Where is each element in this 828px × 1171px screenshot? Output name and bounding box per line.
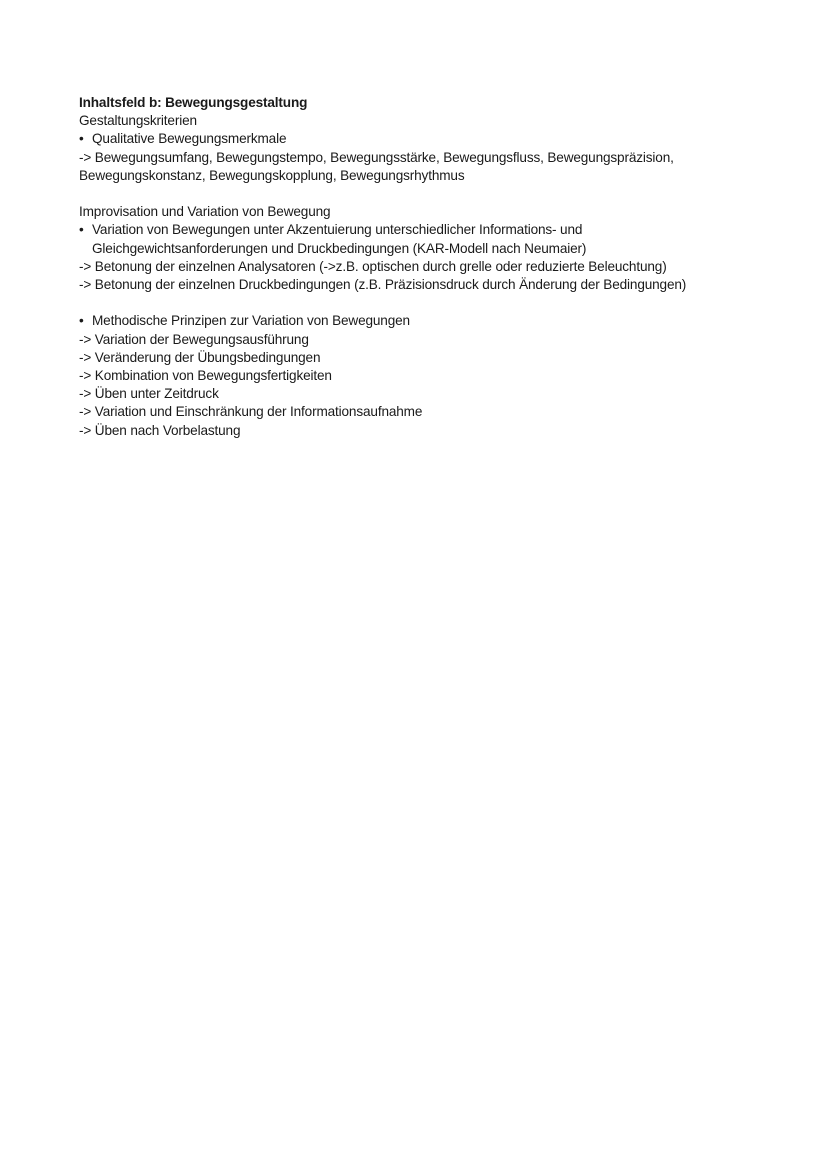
bullet-text: Qualitative Bewegungsmerkmale xyxy=(92,131,287,147)
bullet-icon: • xyxy=(79,131,84,147)
arrow-line: -> Bewegungsumfang, Bewegungstempo, Bewegungsstärke, Bewegungsfluss, Bewegungspräzision, xyxy=(79,149,674,165)
bullet-text: Variation von Bewegungen unter Akzentuierung unterschiedlicher Informations- und xyxy=(92,222,583,238)
bullet-item xyxy=(79,221,779,239)
arrow-line: -> Variation und Einschränkung der Informationsaufnahme xyxy=(79,404,423,420)
arrow-line-continuation: Bewegungskonstanz, Bewegungskopplung, Bewegungsrhythmus xyxy=(79,167,465,183)
arrow-line: -> Betonung der einzelnen Analysatoren (->z.B. optischen durch grelle oder reduzierte Beleuchtung) xyxy=(79,258,667,274)
bullet-icon: • xyxy=(79,313,84,329)
paragraph-gap xyxy=(79,294,779,312)
paragraph-gap xyxy=(79,185,779,203)
document-page xyxy=(79,94,779,440)
arrow-line: -> Üben unter Zeitdruck xyxy=(79,386,219,402)
arrow-line: -> Veränderung der Übungsbedingungen xyxy=(79,349,321,365)
bullet-text: Methodische Prinzipen zur Variation von Bewegungen xyxy=(92,313,410,329)
arrow-line: -> Variation der Bewegungsausführung xyxy=(79,331,309,347)
bullet-item xyxy=(79,312,779,330)
arrow-line: -> Betonung der einzelnen Druckbedingungen (z.B. Präzisionsdruck durch Änderung der Bedingungen) xyxy=(79,277,687,293)
section-heading: Inhaltsfeld b: Bewegungsgestaltung xyxy=(79,95,308,110)
subheading: Gestaltungskriterien xyxy=(79,113,197,129)
bullet-text-continuation: Gleichgewichtsanforderungen und Druckbedingungen (KAR-Modell nach Neumaier) xyxy=(92,240,587,256)
arrow-line: -> Üben nach Vorbelastung xyxy=(79,422,241,438)
section-heading-improvisation: Improvisation und Variation von Bewegung xyxy=(79,204,331,220)
bullet-icon: • xyxy=(79,222,84,238)
bullet-item xyxy=(79,130,779,148)
arrow-line: -> Kombination von Bewegungsfertigkeiten xyxy=(79,368,332,384)
